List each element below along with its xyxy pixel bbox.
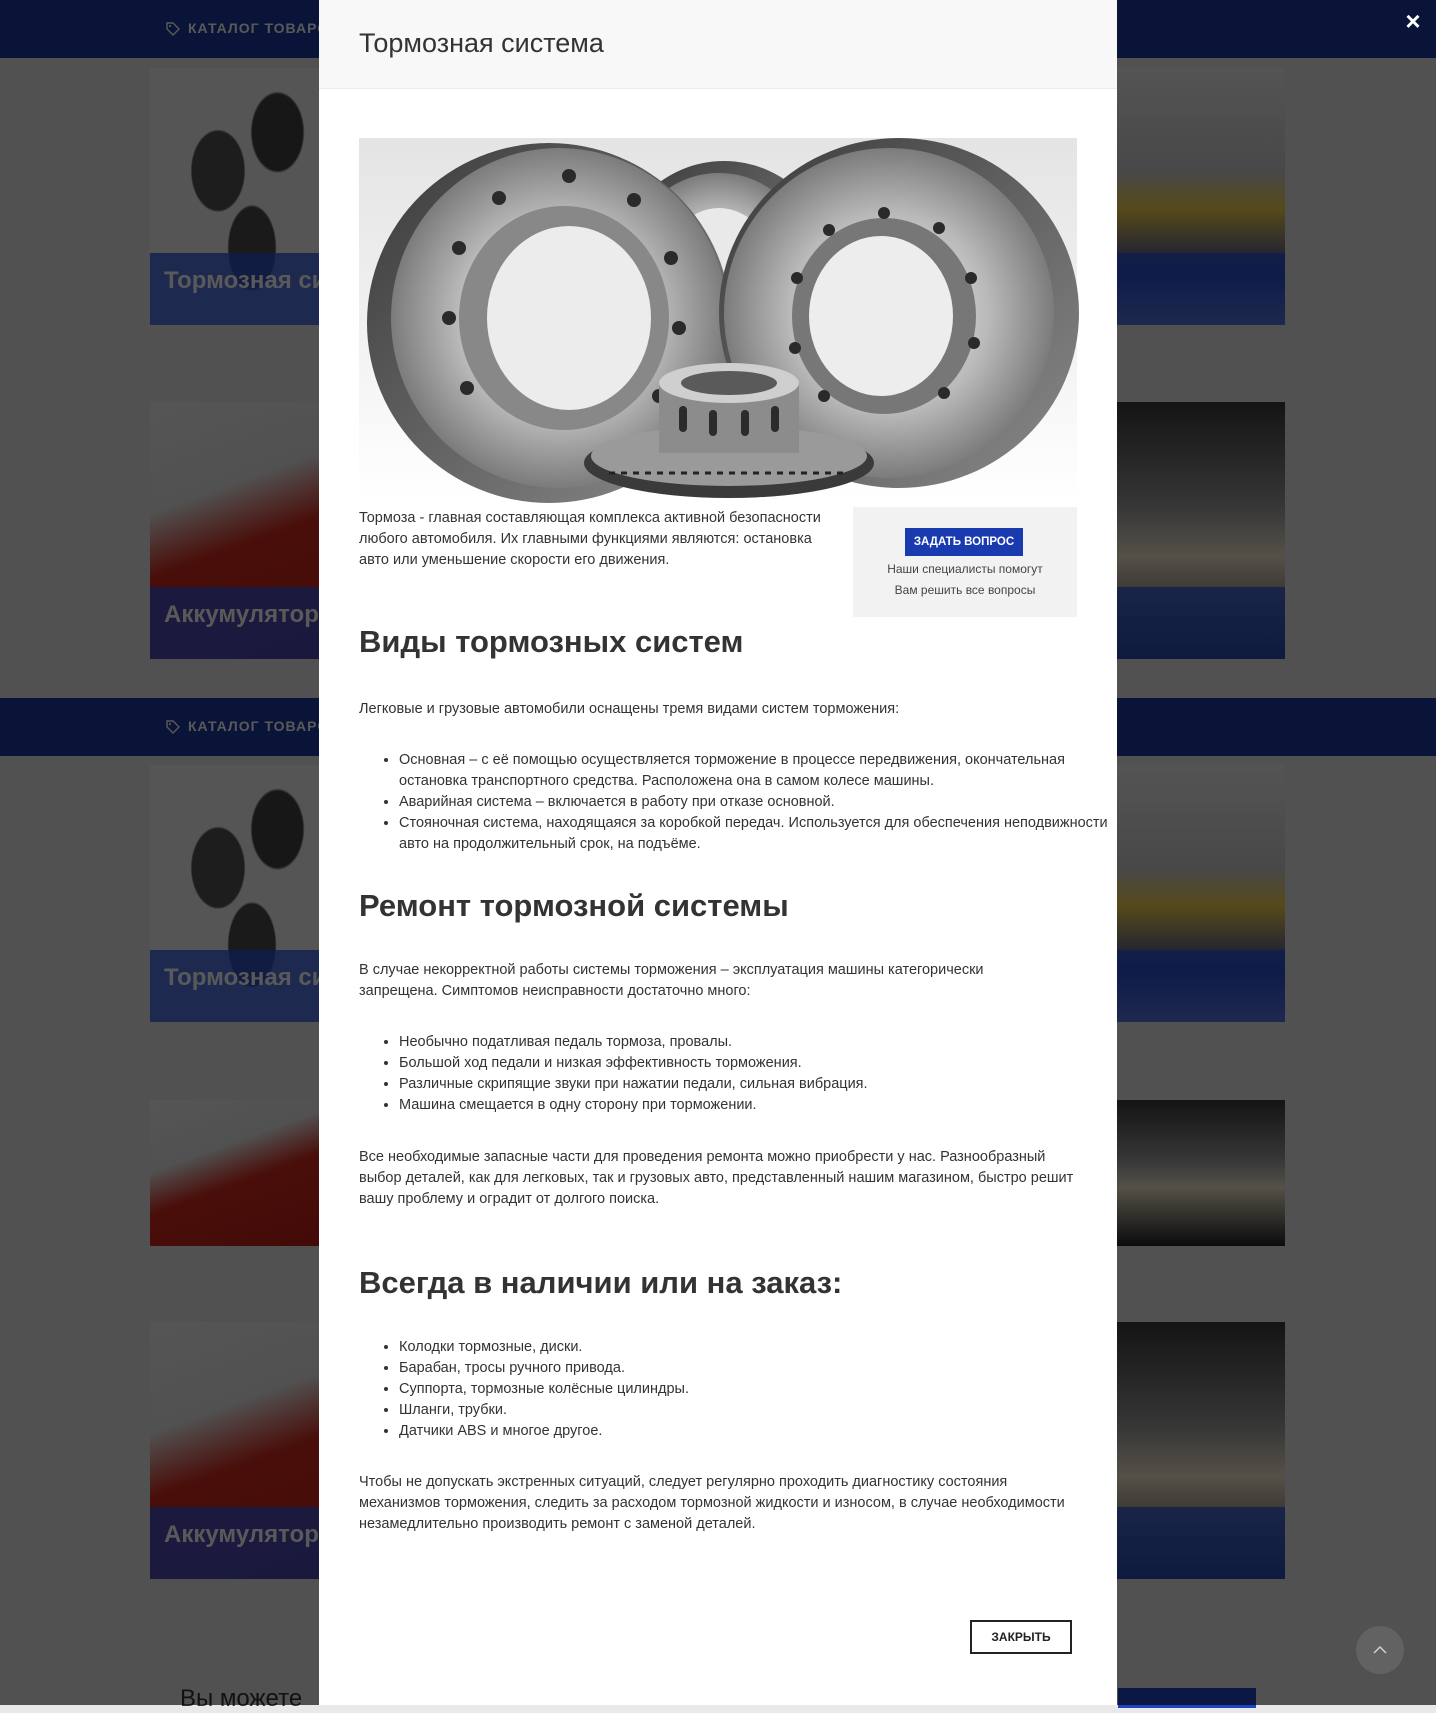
symptoms-list: [359, 1032, 1119, 1116]
list-item: • Суппорта, тормозные колёсные цилиндры.: [399, 1379, 1119, 1400]
brake-repair-text: В случае некорректной работы системы торможения – эксплуатация машины категорически запрещена. Симптомов неисправности достаточно много:: [359, 962, 984, 999]
list-item: • Барабан, тросы ручного привода.: [399, 1358, 1119, 1379]
list-item: • Датчики ABS и многое другое.: [399, 1421, 1119, 1442]
heading-in-stock: Всегда в наличии или на заказ:: [359, 1265, 843, 1300]
scroll-to-top-button[interactable]: [1356, 1626, 1404, 1674]
spare-parts-text: Все необходимые запасные части для проведения ремонта можно приобрести у нас. Разнообразный выбор деталей, как для легковых, так и грузовых авто, представленный нашим магазином, быстро решит вашу проблему и оградит от долгого поиска.: [359, 1149, 1074, 1207]
modal-title: Тормозная система: [359, 28, 604, 58]
brake-types-text: Легковые и грузовые автомобили оснащены тремя видами систем торможения:: [359, 701, 900, 717]
list-item: • Стояночная система, находящаяся за коробкой передач. Используется для обеспечения неподвижности авто на продолжительный срок, на подъёме.: [399, 813, 1119, 855]
heading-brake-types: Виды тормозных систем: [359, 624, 744, 659]
ask-question-box: [853, 507, 1077, 617]
list-item: • Шланги, трубки.: [399, 1400, 1119, 1421]
list-item: • Необычно податливая педаль тормоза, провалы.: [399, 1032, 1119, 1053]
list-item: • Различные скрипящие звуки при нажатии педали, сильная вибрация.: [399, 1074, 1119, 1095]
list-item: • Основная – с её помощью осуществляется торможение в процессе передвижения, окончательная остановка транспортного средства. Расположена она в самом колесе машины.: [399, 750, 1119, 792]
list-item: • Машина смещается в одну сторону при торможении.: [399, 1095, 1119, 1116]
heading-brake-repair: Ремонт тормозной системы: [359, 888, 789, 923]
close-modal-button[interactable]: ЗАКРЫТЬ: [970, 1620, 1072, 1654]
chevron-up-icon: [1372, 1642, 1388, 1658]
in-stock-list: [359, 1337, 1119, 1442]
brake-discs-image: [359, 138, 1077, 498]
brake-discs-illustration: [359, 138, 1077, 498]
ask-note-line-2: Вам решить все вопросы: [894, 583, 1036, 597]
close-icon[interactable]: ×: [1405, 6, 1421, 36]
modal-dialog: [319, 0, 1117, 1705]
maintenance-text: Чтобы не допускать экстренных ситуаций, следует регулярно проходить диагностику состояния механизмов торможения, следить за расходом тормозной жидкости и износом, в случае необходимости незамедлительно производить ремонт с заменой деталей.: [359, 1474, 1065, 1532]
brake-types-list: [359, 750, 1119, 855]
ask-note: [853, 559, 1077, 601]
list-item: • Аварийная система – включается в работу при отказе основной.: [399, 792, 1119, 813]
modal-header: [319, 0, 1117, 89]
list-item: • Колодки тормозные, диски.: [399, 1337, 1119, 1358]
list-item: • Большой ход педали и низкая эффективность торможения.: [399, 1053, 1119, 1074]
ask-question-button[interactable]: ЗАДАТЬ ВОПРОС: [905, 528, 1023, 556]
ask-note-line-1: Наши специалисты помогут: [887, 562, 1043, 576]
intro-text: Тормоза - главная составляющая комплекса активной безопасности любого автомобиля. Их главными функциями являются: остановка авто или уменьшение скорости его движения.: [359, 510, 821, 568]
